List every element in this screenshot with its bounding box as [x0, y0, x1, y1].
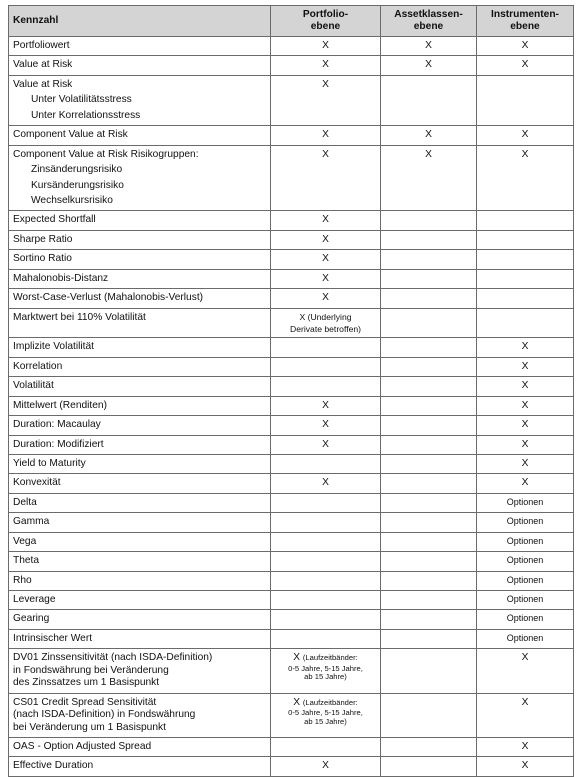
- table-row: [9, 357, 574, 376]
- kennzahl-label: Duration: Modifiziert: [13, 438, 104, 450]
- kennzahl-cell: [9, 435, 271, 454]
- kennzahl-label-line: (nach ISDA-Definition) in Fondswährung: [13, 709, 196, 721]
- assetklassen-cell: [381, 610, 477, 629]
- portfolio-mark: X: [322, 419, 329, 431]
- portfolio-mark: X (Underlying: [299, 311, 352, 322]
- portfolio-cell: [271, 493, 381, 512]
- portfolio-mark: X: [322, 477, 329, 489]
- instrumente-cell: X: [477, 416, 574, 435]
- table-row: [9, 474, 574, 493]
- portfolio-cell: [271, 308, 381, 338]
- kennzahl-cell: [9, 396, 271, 415]
- assetklassen-cell: [381, 230, 477, 249]
- header-assetklassen: Assetklassen- ebene: [381, 6, 477, 37]
- kennzahl-cell: [9, 571, 271, 590]
- kennzahl-label: Volatilität: [13, 380, 54, 392]
- table-row: [9, 649, 574, 693]
- portfolio-cell: [271, 145, 381, 211]
- portfolio-mark: X: [322, 214, 329, 226]
- portfolio-note: ab 15 Jahre): [304, 672, 347, 682]
- kennzahl-cell: [9, 416, 271, 435]
- kennzahl-label: Value at Risk: [13, 59, 73, 71]
- kennzahl-label: Delta: [13, 496, 37, 508]
- kennzahl-cell: [9, 591, 271, 610]
- instrumente-cell: [477, 250, 574, 269]
- kennzahl-cell: [9, 126, 271, 145]
- portfolio-cell: [271, 757, 381, 776]
- assetklassen-cell: [381, 308, 477, 338]
- kennzahl-label-line: in Fondswährung bei Veränderung: [13, 664, 169, 676]
- kennzahl-label-line: bei Veränderung um 1 Basispunkt: [13, 721, 166, 733]
- kennzahl-cell: [9, 493, 271, 512]
- kennzahl-label: Mahalonobis-Distanz: [13, 272, 109, 284]
- kennzahl-label: Rho: [13, 574, 32, 586]
- assetklassen-cell: X: [381, 145, 477, 211]
- instrumente-cell: Optionen: [477, 493, 574, 512]
- kennzahl-label: Sharpe Ratio: [13, 233, 73, 245]
- instrumente-cell: Optionen: [477, 571, 574, 590]
- portfolio-mark: X: [293, 696, 301, 708]
- instrumente-cell: [477, 308, 574, 338]
- portfolio-cell: [271, 591, 381, 610]
- instrumente-cell: X: [477, 693, 574, 737]
- assetklassen-cell: [381, 493, 477, 512]
- assetklassen-cell: [381, 454, 477, 473]
- assetklassen-cell: [381, 552, 477, 571]
- kennzahl-label: Effective Duration: [13, 760, 94, 772]
- portfolio-cell: [271, 230, 381, 249]
- instrumente-cell: [477, 289, 574, 308]
- instrumente-cell: Optionen: [477, 513, 574, 532]
- kennzahl-label: DV01 Zinssensitivität (nach ISDA-Definition): [13, 652, 213, 664]
- table-row: [9, 230, 574, 249]
- kennzahl-label: Gamma: [13, 516, 50, 528]
- assetklassen-cell: [381, 629, 477, 648]
- instrumente-cell: X: [477, 126, 574, 145]
- portfolio-mark: X: [322, 292, 329, 304]
- portfolio-cell: [271, 474, 381, 493]
- assetklassen-cell: X: [381, 37, 477, 56]
- table-row: [9, 629, 574, 648]
- instrumente-cell: [477, 75, 574, 125]
- kennzahl-label: Sortino Ratio: [13, 253, 72, 265]
- kennzahl-cell: [9, 693, 271, 737]
- kennzahl-cell: [9, 56, 271, 75]
- portfolio-cell: [271, 532, 381, 551]
- instrumente-cell: X: [477, 357, 574, 376]
- table-row: [9, 454, 574, 473]
- kennzahl-cell: [9, 757, 271, 776]
- kennzahl-label: Leverage: [13, 594, 56, 605]
- portfolio-cell: [271, 357, 381, 376]
- kennzahl-cell: [9, 250, 271, 269]
- kennzahl-label: CS01 Credit Spread Sensitivität: [13, 696, 157, 708]
- portfolio-mark: X: [322, 78, 329, 90]
- instrumente-cell: [477, 230, 574, 249]
- assetklassen-cell: X: [381, 56, 477, 75]
- portfolio-cell: [271, 56, 381, 75]
- portfolio-note: ab 15 Jahre): [304, 716, 347, 726]
- portfolio-cell: [271, 289, 381, 308]
- assetklassen-cell: [381, 338, 477, 357]
- kennzahl-sublabel: Kursänderungsrisiko: [31, 179, 124, 191]
- assetklassen-cell: [381, 75, 477, 125]
- instrumente-cell: Optionen: [477, 591, 574, 610]
- portfolio-mark: X: [322, 40, 329, 51]
- kennzahl-cell: [9, 75, 271, 125]
- portfolio-cell: [271, 269, 381, 288]
- assetklassen-cell: [381, 649, 477, 693]
- table-row: [9, 338, 574, 357]
- portfolio-note: (Laufzeitbänder:: [302, 653, 358, 663]
- kennzahl-cell: [9, 269, 271, 288]
- kennzahl-label: Duration: Macaulay: [13, 419, 101, 431]
- kennzahl-label: Mittelwert (Renditen): [13, 399, 107, 411]
- portfolio-cell: [271, 377, 381, 396]
- kennzahl-cell: [9, 338, 271, 357]
- assetklassen-cell: [381, 396, 477, 415]
- portfolio-cell: [271, 435, 381, 454]
- instrumente-cell: X: [477, 474, 574, 493]
- table-row: [9, 37, 574, 56]
- table-row: [9, 269, 574, 288]
- assetklassen-cell: [381, 591, 477, 610]
- portfolio-cell: [271, 416, 381, 435]
- assetklassen-cell: [381, 474, 477, 493]
- instrumente-cell: [477, 211, 574, 230]
- header-row: [9, 6, 574, 37]
- table-row: [9, 126, 574, 145]
- kennzahl-sublabel: Unter Volatilitätsstress: [31, 94, 132, 106]
- assetklassen-cell: [381, 532, 477, 551]
- table-row: [9, 145, 574, 211]
- kennzahl-label: OAS - Option Adjusted Spread: [13, 740, 152, 752]
- kennzahl-cell: [9, 454, 271, 473]
- portfolio-note: 0-5 Jahre, 5-15 Jahre,: [288, 663, 363, 673]
- assetklassen-cell: [381, 416, 477, 435]
- assetklassen-cell: [381, 571, 477, 590]
- kennzahl-label: Worst-Case-Verlust (Mahalonobis-Verlust): [13, 292, 204, 304]
- kennzahl-sublabel: Unter Korrelationsstress: [31, 109, 141, 121]
- portfolio-cell: [271, 629, 381, 648]
- table-row: [9, 552, 574, 571]
- table-row: [9, 693, 574, 737]
- portfolio-cell: [271, 513, 381, 532]
- instrumente-cell: X: [477, 757, 574, 776]
- instrumente-cell: X: [477, 454, 574, 473]
- instrumente-cell: X: [477, 145, 574, 211]
- portfolio-cell: [271, 396, 381, 415]
- kennzahl-label: Korrelation: [13, 360, 63, 372]
- table-row: [9, 532, 574, 551]
- portfolio-cell: [271, 649, 381, 693]
- instrumente-cell: X: [477, 396, 574, 415]
- assetklassen-cell: [381, 357, 477, 376]
- portfolio-mark: X: [322, 148, 329, 160]
- kennzahl-label: Vega: [13, 535, 37, 547]
- assetklassen-cell: X: [381, 126, 477, 145]
- table-row: [9, 757, 574, 776]
- portfolio-cell: [271, 37, 381, 56]
- instrumente-cell: Optionen: [477, 552, 574, 571]
- table-row: [9, 396, 574, 415]
- portfolio-cell: [271, 75, 381, 125]
- kennzahl-cell: [9, 629, 271, 648]
- kennzahl-cell: [9, 610, 271, 629]
- portfolio-mark: X: [322, 399, 329, 411]
- kennzahl-cell: [9, 145, 271, 211]
- header-portfolio: Portfolio- ebene: [271, 6, 381, 37]
- table-row: [9, 591, 574, 610]
- kennzahl-sublabel: Zinsänderungsrisiko: [31, 164, 123, 176]
- kennzahl-cell: [9, 211, 271, 230]
- portfolio-cell: [271, 693, 381, 737]
- instrumente-cell: X: [477, 649, 574, 693]
- header-instrumente: Instrumenten- ebene: [477, 6, 574, 37]
- instrumente-cell: X: [477, 377, 574, 396]
- portfolio-cell: [271, 126, 381, 145]
- portfolio-cell: [271, 211, 381, 230]
- kennzahl-label: Marktwert bei 110% Volatilität: [13, 311, 146, 323]
- table-row: [9, 493, 574, 512]
- instrumente-cell: X: [477, 737, 574, 756]
- instrumente-cell: Optionen: [477, 610, 574, 629]
- kennzahl-cell: [9, 552, 271, 571]
- portfolio-note: (Laufzeitbänder:: [302, 697, 358, 707]
- kennzahlen-table: [8, 5, 574, 777]
- kennzahl-cell: [9, 532, 271, 551]
- table-row: [9, 250, 574, 269]
- kennzahl-label: Yield to Maturity: [13, 457, 86, 469]
- kennzahl-cell: [9, 308, 271, 338]
- table-row: [9, 610, 574, 629]
- portfolio-mark: X: [322, 438, 329, 450]
- instrumente-cell: Optionen: [477, 532, 574, 551]
- table-row: [9, 56, 574, 75]
- portfolio-cell: [271, 552, 381, 571]
- instrumente-cell: X: [477, 435, 574, 454]
- instrumente-cell: X: [477, 338, 574, 357]
- portfolio-note: 0-5 Jahre, 5-15 Jahre,: [288, 708, 363, 718]
- portfolio-mark: X: [322, 59, 329, 71]
- table-row: [9, 308, 574, 338]
- kennzahl-label: Intrinsischer Wert: [13, 632, 93, 644]
- assetklassen-cell: [381, 250, 477, 269]
- kennzahl-label: Component Value at Risk: [13, 129, 128, 141]
- portfolio-cell: [271, 571, 381, 590]
- assetklassen-cell: [381, 513, 477, 532]
- table-row: [9, 211, 574, 230]
- portfolio-cell: [271, 454, 381, 473]
- table-row: [9, 75, 574, 125]
- kennzahl-cell: [9, 474, 271, 493]
- portfolio-note: Derivate betroffen): [289, 324, 362, 334]
- instrumente-cell: Optionen: [477, 629, 574, 648]
- assetklassen-cell: [381, 693, 477, 737]
- kennzahl-cell: [9, 357, 271, 376]
- assetklassen-cell: [381, 289, 477, 308]
- portfolio-mark: X: [322, 253, 329, 265]
- kennzahl-label: Component Value at Risk Risikogruppen:: [13, 148, 199, 160]
- kennzahl-label: Gearing: [13, 613, 50, 625]
- kennzahl-label: Portfoliowert: [13, 40, 70, 51]
- portfolio-mark: X: [322, 129, 329, 141]
- portfolio-mark: X: [322, 272, 329, 284]
- portfolio-cell: [271, 250, 381, 269]
- table-row: [9, 289, 574, 308]
- assetklassen-cell: [381, 435, 477, 454]
- kennzahl-cell: [9, 289, 271, 308]
- assetklassen-cell: [381, 377, 477, 396]
- kennzahl-label: Konvexität: [13, 477, 61, 489]
- kennzahl-cell: [9, 377, 271, 396]
- kennzahl-cell: [9, 37, 271, 56]
- portfolio-cell: [271, 338, 381, 357]
- instrumente-cell: [477, 269, 574, 288]
- table-row: [9, 416, 574, 435]
- header-kennzahl: Kennzahl: [9, 6, 271, 37]
- kennzahl-sublabel: Wechselkursrisiko: [31, 194, 113, 206]
- kennzahl-label: Value at Risk: [13, 78, 73, 90]
- kennzahl-cell: [9, 649, 271, 693]
- kennzahl-label: Expected Shortfall: [13, 214, 96, 226]
- kennzahl-cell: [9, 230, 271, 249]
- portfolio-mark: X: [293, 652, 301, 664]
- kennzahl-cell: [9, 513, 271, 532]
- table-row: [9, 435, 574, 454]
- assetklassen-cell: [381, 757, 477, 776]
- kennzahl-label: Theta: [13, 555, 40, 567]
- kennzahl-label-line: des Zinssatzes um 1 Basispunkt: [13, 677, 160, 689]
- kennzahl-label: Implizite Volatilität: [13, 341, 94, 353]
- assetklassen-cell: [381, 211, 477, 230]
- table-row: [9, 513, 574, 532]
- instrumente-cell: X: [477, 56, 574, 75]
- table-row: [9, 377, 574, 396]
- instrumente-cell: X: [477, 37, 574, 56]
- assetklassen-cell: [381, 269, 477, 288]
- portfolio-cell: [271, 610, 381, 629]
- table-row: [9, 571, 574, 590]
- portfolio-mark: X: [322, 233, 329, 245]
- portfolio-mark: X: [322, 760, 329, 772]
